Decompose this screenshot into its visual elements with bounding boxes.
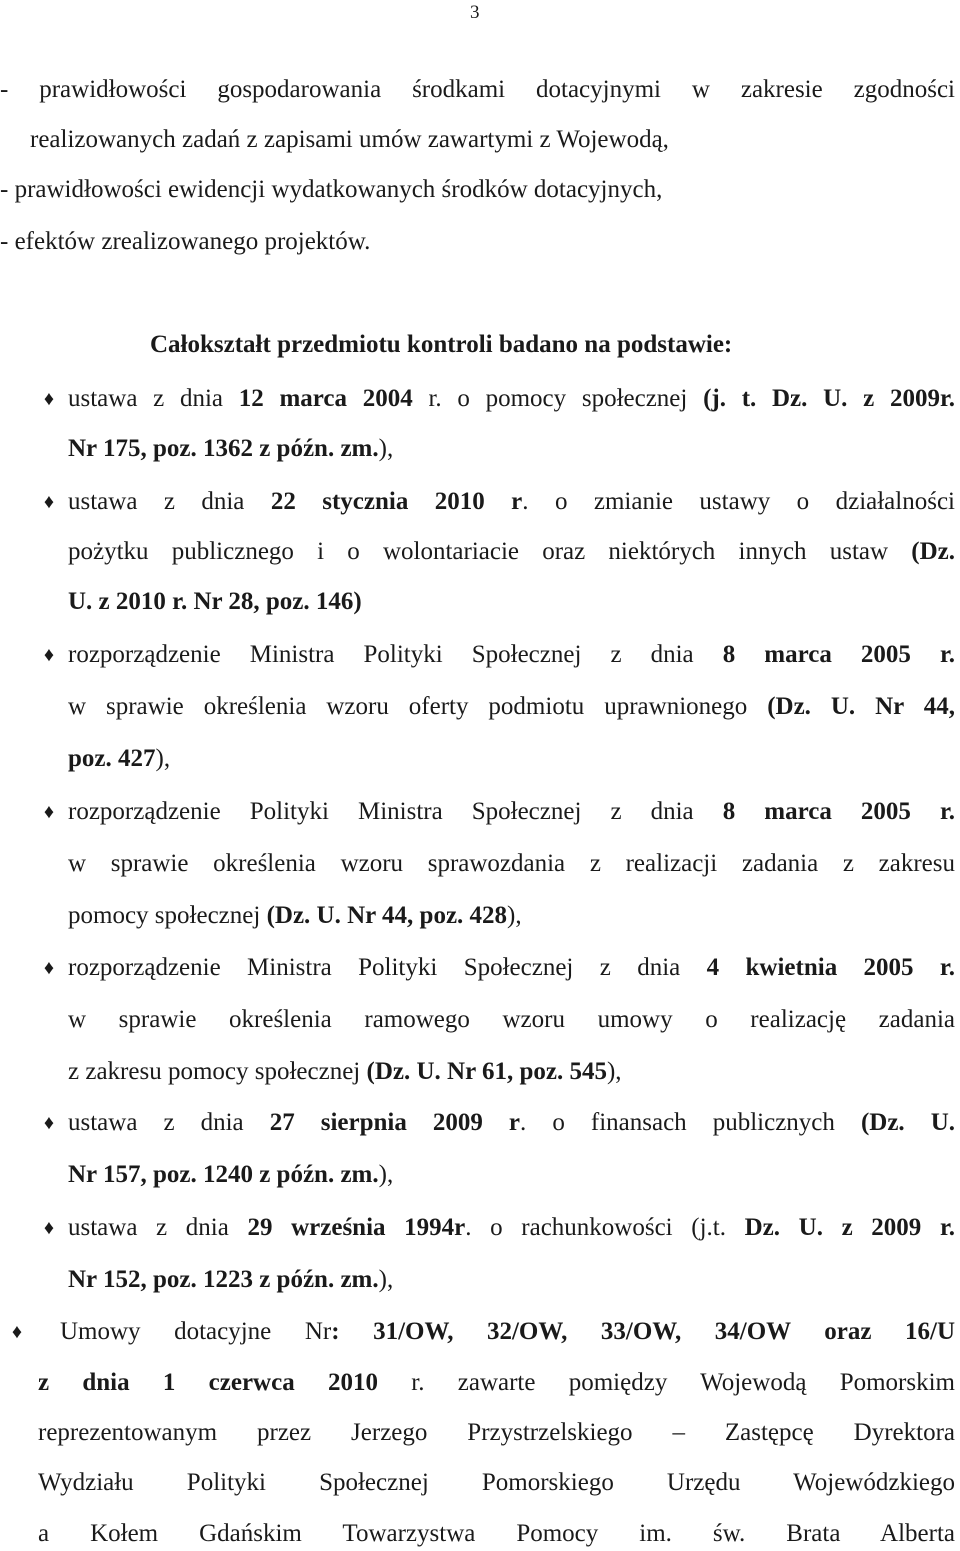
text-segment: rozporządzenie Ministra Polityki Społecznej z dnia [68, 954, 707, 981]
bold-citation: Nr 157, poz. 1240 z późn. zm. [68, 1161, 379, 1188]
bold-citation: 29 września 1994r [247, 1214, 466, 1241]
text-segment: rozporządzenie Ministra Polityki Społecznej z dnia [68, 641, 723, 668]
text-segment: w sprawie określenia wzoru sprawozdania z realizacji zadania z zakresu [68, 850, 955, 877]
text-segment: a Kołem Gdańskim Towarzystwa Pomocy im. św. Brata Alberta [38, 1520, 955, 1547]
bold-citation: 27 sierpnia 2009 r [269, 1109, 521, 1136]
text-segment: ), [155, 745, 171, 772]
basis-item-8-line-3 [38, 1418, 955, 1448]
text-segment: reprezentowanym przez Jerzego Przystrzelskiego – Zastępcę Dyrektora [38, 1419, 955, 1446]
basis-item-8-line-1 [60, 1317, 955, 1347]
text-segment: Wydziału Polityki Społecznej Pomorskiego Urzędu Wojewódzkiego [38, 1469, 955, 1496]
bold-citation: 22 stycznia 2010 r [270, 488, 523, 515]
text-segment: . o finansach publicznych [520, 1109, 861, 1136]
text-segment: w sprawie określenia ramowego wzoru umowy o realizację zadania [68, 1006, 955, 1033]
bullet-diamond-icon: ♦ [43, 491, 55, 513]
text-segment: ), [378, 435, 394, 462]
text-segment: pomocy społecznej [68, 902, 267, 929]
basis-item-3-line-2 [68, 692, 955, 722]
text-segment: ), [378, 1266, 394, 1293]
bold-citation: Nr 175, poz. 1362 z późn. zm. [68, 435, 379, 462]
basis-item-3-line-1 [68, 640, 955, 670]
text-segment: ), [378, 1161, 394, 1188]
bold-citation: (j. t. Dz. U. z 2009r. [703, 385, 955, 412]
text-segment: ustawa z dnia [68, 488, 271, 515]
text-segment: ustawa z dnia [68, 1109, 270, 1136]
text-segment: rozporządzenie Polityki Ministra Społecznej z dnia [68, 798, 723, 825]
text-segment: . o zmianie ustawy o działalności [522, 488, 955, 515]
scope-line-4: - efektów zrealizowanego projektów. [0, 228, 371, 255]
bullet-diamond-icon: ♦ [11, 1321, 23, 1343]
scope-line-2: realizowanych zadań z zapisami umów zawartymi z Wojewodą, [30, 126, 669, 153]
section-heading: Całokształt przedmiotu kontroli badano na podstawie: [150, 331, 733, 358]
text-segment: ), [606, 1058, 622, 1085]
basis-item-1-line-1 [68, 384, 955, 414]
text-segment: ustawa z dnia [68, 385, 239, 412]
bullet-diamond-icon: ♦ [43, 1112, 55, 1134]
basis-item-7-line-2 [68, 1265, 393, 1295]
bullet-diamond-icon: ♦ [43, 644, 55, 666]
text-segment: pożytku publicznego i o wolontariacie oraz niektórych innych ustaw [68, 538, 912, 565]
text-segment: r. o pomocy społecznej [412, 385, 704, 412]
basis-item-4-line-1 [68, 797, 955, 827]
bold-citation: poz. 427 [68, 745, 156, 772]
bold-citation: z dnia 1 czerwca 2010 [38, 1369, 378, 1396]
basis-item-5-line-1 [68, 953, 955, 983]
text-segment: z zakresu pomocy społecznej [68, 1058, 367, 1085]
text-segment: w sprawie określenia wzoru oferty podmiotu uprawnionego [68, 693, 768, 720]
bold-citation: (Dz. U. Nr 44, poz. 428 [266, 902, 508, 929]
basis-item-5-line-3 [68, 1057, 622, 1087]
scope-line-3: - prawidłowości ewidencji wydatkowanych środków dotacyjnych, [0, 176, 663, 203]
basis-item-1-line-2 [68, 434, 393, 464]
bold-citation: 8 marca 2005 r. [722, 798, 955, 825]
bold-citation: : 31/OW, 32/OW, 33/OW, 34/OW oraz 16/U [331, 1318, 955, 1345]
basis-item-6-line-2 [68, 1160, 393, 1190]
text-segment: ), [507, 902, 522, 929]
basis-item-2-line-2 [68, 537, 955, 567]
bullet-diamond-icon: ♦ [43, 1217, 55, 1239]
bold-citation: Nr 152, poz. 1223 z późn. zm. [68, 1266, 379, 1293]
basis-item-7-line-1 [68, 1213, 955, 1243]
bold-citation: Dz. U. z 2009 r. [744, 1214, 955, 1241]
bold-citation: U. z 2010 r. Nr 28, poz. 146) [68, 588, 362, 615]
bullet-diamond-icon: ♦ [43, 388, 55, 410]
basis-item-6-line-1 [68, 1108, 955, 1138]
page-number: 3 [470, 2, 480, 23]
bold-citation: (Dz. U. [860, 1109, 955, 1136]
basis-item-8-line-5 [38, 1519, 955, 1549]
text-segment: . o rachunkowości (j.t. [465, 1214, 745, 1241]
text-segment: r. zawarte pomiędzy Wojewodą Pomorskim [378, 1369, 955, 1396]
basis-item-2-line-3 [68, 587, 362, 617]
bold-citation: 8 marca 2005 r. [722, 641, 955, 668]
bold-citation: 12 marca 2004 [238, 385, 413, 412]
basis-item-8-line-2 [38, 1368, 955, 1398]
bold-citation: (Dz. U. Nr 61, poz. 545 [366, 1058, 607, 1085]
basis-item-4-line-2 [68, 849, 955, 879]
basis-item-2-line-1 [68, 487, 955, 517]
bold-citation: (Dz. U. Nr 44, [767, 693, 955, 720]
bold-citation: 4 kwietnia 2005 r. [706, 954, 955, 981]
bold-citation: (Dz. [911, 538, 955, 565]
basis-item-3-line-3 [68, 744, 170, 774]
bullet-diamond-icon: ♦ [43, 957, 55, 979]
text-segment: Umowy dotacyjne Nr [60, 1318, 332, 1345]
scope-line-1: - prawidłowości gospodarowania środkami dotacyjnymi w zakresie zgodności [0, 76, 955, 103]
text-segment: ustawa z dnia [68, 1214, 248, 1241]
basis-item-8-line-4 [38, 1468, 955, 1498]
bullet-diamond-icon: ♦ [43, 801, 55, 823]
basis-item-4-line-3 [68, 901, 522, 931]
basis-item-5-line-2 [68, 1005, 955, 1035]
